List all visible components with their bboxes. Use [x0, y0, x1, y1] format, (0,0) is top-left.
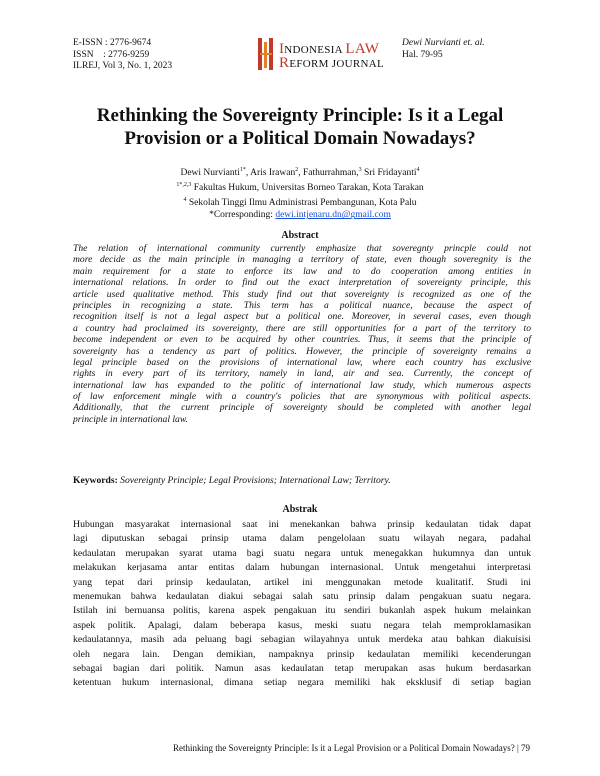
abstrak-line: aspek politik. Apalagi, dalam beberapa kasus, meski suatu negara telah memproklamasikan	[73, 619, 531, 631]
abstrak-line: kedaulatannya, masih ada peluang bagi sebagian wilayahnya untuk merdeka atau bahkan diakuisisi	[73, 634, 531, 646]
abstract-line: more decide as the main principle in managing a territory of state, even though soveregnity is the	[73, 254, 531, 266]
abstract-line: Additionally, that the current principle of sovereignty should be completed with another legal	[73, 402, 531, 414]
journal-logo	[256, 36, 384, 74]
abstract-line: legal principle based on the provisions of international law, where each country has exclusive	[73, 356, 531, 368]
abstract-line: principles in recognizing a state. This term has a political nuance, because the aspect of	[73, 299, 531, 311]
title-line-1: Rethinking the Sovereignty Principle: Is it a Legal	[96, 105, 504, 126]
abstrak-line: Hubungan masyarakat internasional saat ini menekankan bahwa prinsip kedaulatan tidak dapat	[73, 519, 531, 530]
abstract-line: international relations. In order to find out the exact interpretation of sovereignty principle, this	[73, 277, 531, 289]
page-range: Hal. 79-95	[402, 49, 443, 60]
abstract-line: of law enforcement mingle with a country's policies that are synonymous with political aspects.	[73, 391, 531, 403]
logo-line-2: REFORM JOURNAL	[279, 55, 384, 71]
journal-info	[73, 38, 172, 73]
journal-logo-mark	[256, 36, 276, 72]
abstract-line: sovereignty has a tendency as part of politics. However, the principle of sovereignty remains a	[73, 345, 531, 357]
article-meta	[402, 38, 485, 61]
abstract-indonesian	[73, 518, 531, 691]
abstract-line: recognition itself is not a legal aspect but a political one. Moreover, in several cases, even though	[73, 311, 531, 323]
email-link[interactable]: dewi.intjenaru.dn@gmail.com	[275, 210, 391, 221]
abstrak-heading: Abstrak	[282, 504, 318, 515]
volume-info: ILREJ, Vol 3, No. 1, 2023	[73, 61, 173, 72]
abstract-line: principle in international law.	[73, 413, 188, 425]
affiliation-2: $^4$ Sekolah Tinggi Ilmu Administrasi Pembangunan, Kota Palu	[183, 197, 417, 209]
eissn: E-ISSN : 2776-9674	[73, 38, 152, 48]
abstract-english	[73, 243, 531, 425]
abstrak-line: yang tepat dari prinsip kedaulatan, artikel ini menggunakan metode kualitatif. Studi ini	[73, 576, 531, 588]
keywords-label: Keywords:	[73, 475, 118, 486]
abstrak-line: melakukan kerjasama antar entitas dalam hubungan internasional. Untuk mengetahui interpretasi	[73, 562, 531, 574]
author-list: Dewi Nurvianti$^{1*}$, Aris Irawan$^2$, Fathurrahman,$^3$ Sri Fridayanti$^4$	[180, 167, 420, 179]
abstrak-line: oleh negara lain. Dengan demikian, nampaknya prinsip kedaulatan memiliki kecenderungan	[73, 648, 531, 660]
paper-title	[40, 104, 560, 150]
abstrak-line: menemukan bahwa kedaulatan diakui sebagai salah satu prinsip dalam pengakuan suatu negara.	[73, 590, 531, 602]
abstract-line: a country had proclaimed its sovereignty, there are still opportunities for a part of the territory to	[73, 322, 531, 334]
abstract-line: international law has expanded to the politic of international law study, which numerous aspects	[73, 379, 531, 391]
authors-short: Dewi Nurvianti et. al.	[402, 38, 485, 48]
keywords-text: Sovereignty Principle; Legal Provisions; International Law; Territory.	[117, 475, 391, 486]
abstrak-line: Istilah ini bernuansa politis, karena aspek pengakuan itu sendiri bukanlah aspek hukum melainkan	[73, 605, 531, 617]
title-line-2: Provision or a Political Domain Nowadays?	[124, 128, 476, 149]
abstrak-line: lagi diputuskan sebagai prinsip utama dalam pengelolaan suatu wilayah negara, padahal	[73, 533, 531, 545]
abstrak-line: ketentuan hukum internasional, dimana setiap negara memiliki hak eksklusif di setiap bagian	[73, 677, 531, 689]
keywords	[73, 475, 391, 486]
abstrak-line: kedaulatan merupakan syarat utama bagi suatu negara untuk menegakkan hukumnya dan untuk	[73, 547, 531, 559]
corresponding-author: *Corresponding: dewi.intjenaru.dn@gmail.com	[209, 210, 391, 221]
page-footer: Rethinking the Sovereignty Principle: Is it a Legal Provision or a Political Domain Nowadays? | 79	[173, 743, 530, 753]
abstrak-line: sebagai bagian dari politik. Namun asas kedaulatan tetap merupakan asas hukum berdasarkan	[73, 662, 531, 674]
abstract-line: The relation of international community currently emphasize that soveregnty princple could not	[73, 243, 531, 254]
logo-line-1: INDONESIA LAW	[279, 41, 380, 57]
abstract-line: article used qualitative method. This study find out that sovereignty is recognized as one of the	[73, 288, 531, 300]
issn: ISSN : 2776-9259	[73, 49, 150, 60]
abstract-line: main requirement for a state to enforce its law and to do cooperation among entities in	[73, 265, 531, 277]
affiliation-1: $^{1*,2,3}$ Fakultas Hukum, Universitas Borneo Tarakan, Kota Tarakan	[176, 182, 424, 194]
abstract-line: rights in every part of its territory, namely in land, air and sea. Currently, the concept of	[73, 368, 531, 380]
author-block	[0, 164, 600, 221]
abstract-heading: Abstract	[281, 230, 319, 241]
abstract-line: become independent or even to be acquired by other countries. Thus, it seems that the principle of	[73, 334, 531, 346]
